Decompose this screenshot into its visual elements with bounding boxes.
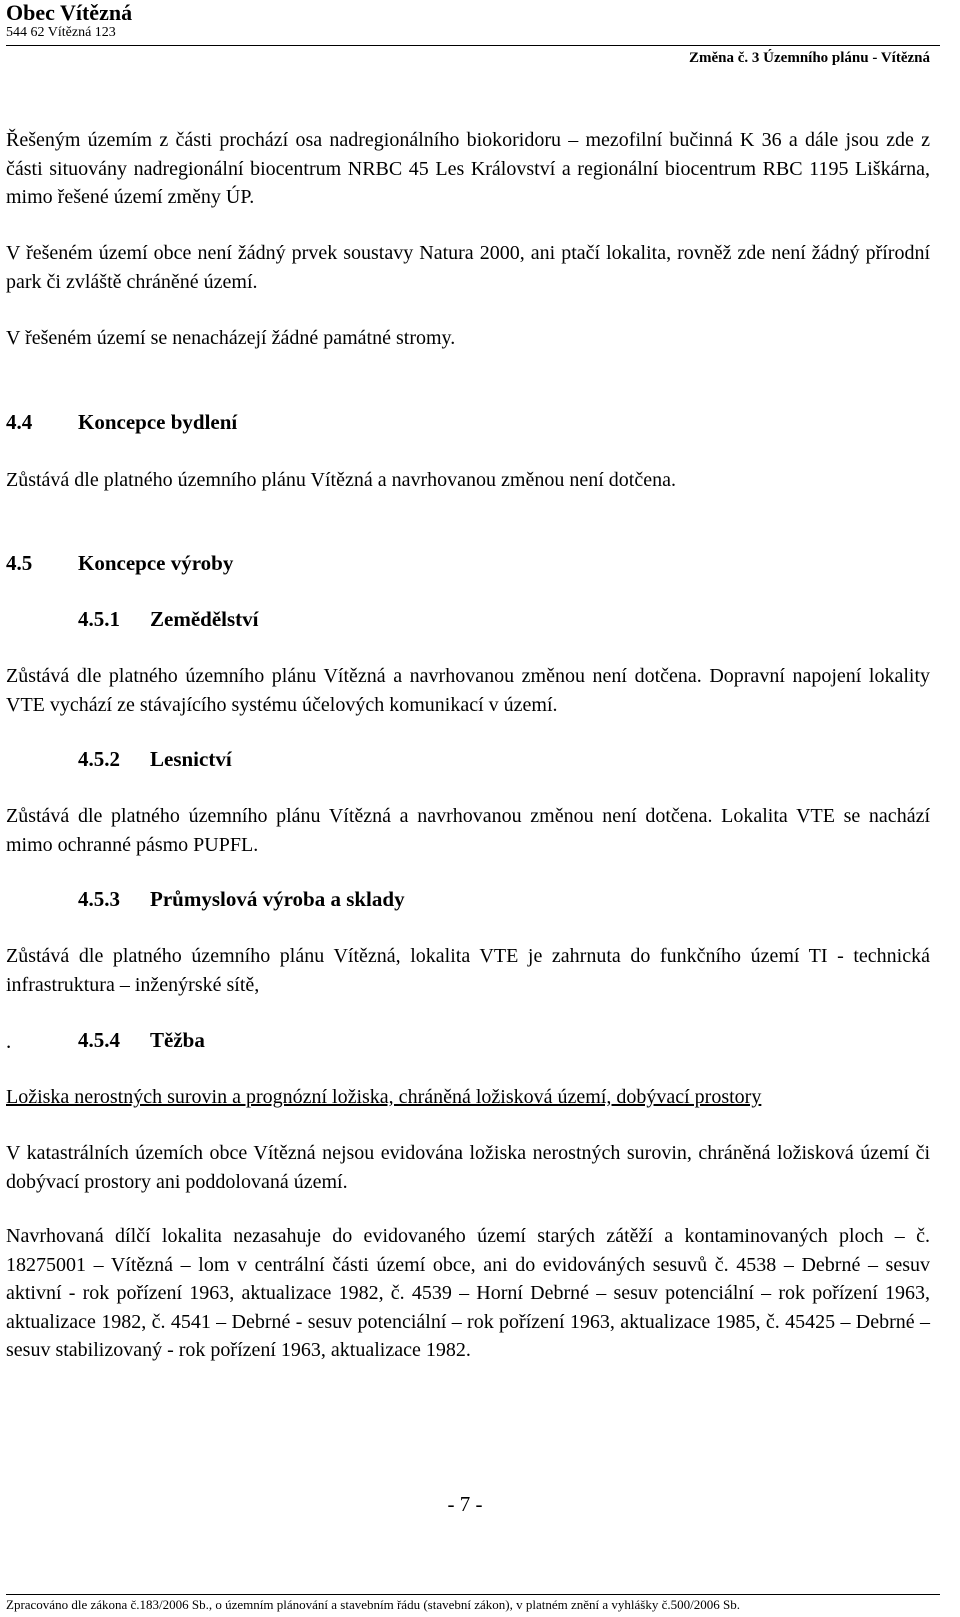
document-title: Změna č. 3 Územního plánu - Vítězná xyxy=(689,50,930,66)
heading-number: 4.5 xyxy=(6,551,33,575)
page-footer: Zpracováno dle zákona č.183/2006 Sb., o územním plánování a stavebním řádu (stavební zákon), v platném znění a vyhlášky č.500/2006 Sb. xyxy=(6,1597,740,1612)
heading-title: Koncepce bydlení xyxy=(78,410,238,434)
page-number: - 7 - xyxy=(447,1492,483,1516)
paragraph-4-4: Zůstává dle platného územního plánu Vítězná a navrhovanou změnou není dotčena. xyxy=(6,469,676,491)
municipality-name: Obec Vítězná xyxy=(6,0,133,25)
heading-title: Těžba xyxy=(150,1028,205,1052)
paragraph-biokoridor: Řešeným územím z části prochází osa nadregionálního biokoridoru – mezofilní bučinná K 36 a dále jsou zde z části situovány nadregionální biocentrum NRBC 45 Les Království a regionální biocentrum RBC 1195 Liškárna, mimo řešené území změny ÚP. xyxy=(6,129,930,208)
heading-title: Koncepce výroby xyxy=(78,551,234,575)
heading-number: 4.5.4 xyxy=(78,1028,120,1052)
stray-dot: . xyxy=(6,1029,12,1053)
heading-4-5-3 xyxy=(78,886,405,912)
heading-title: Průmyslová výroba a sklady xyxy=(150,887,405,911)
paragraph-stromy: V řešeném území se nenacházejí žádné památné stromy. xyxy=(6,327,456,349)
heading-4-5-1 xyxy=(78,606,258,632)
heading-number: 4.5.1 xyxy=(78,607,120,631)
header-divider xyxy=(6,45,940,46)
footer-divider xyxy=(6,1594,940,1595)
heading-number: 4.5.3 xyxy=(78,887,120,911)
municipality-address: 544 62 Vítězná 123 xyxy=(6,25,116,40)
paragraph-natura: V řešeném území obce není žádný prvek soustavy Natura 2000, ani ptačí lokalita, rovněž zde není žádný přírodní park či zvláště chráněné území. xyxy=(6,242,930,293)
heading-4-5 xyxy=(6,550,233,576)
underlined-subheading: Ložiska nerostných surovin a prognózní ložiska, chráněná ložisková území, dobývací prostory xyxy=(6,1086,762,1108)
heading-number: 4.5.2 xyxy=(78,747,120,771)
heading-title: Zemědělství xyxy=(150,607,259,631)
heading-number: 4.4 xyxy=(6,410,33,434)
paragraph-4-5-4-zateze: Navrhovaná dílčí lokalita nezasahuje do evidovaného území starých zátěží a kontaminovaných ploch – č. 18275001 – Vítězná – lom v centrální části území obce, ani do evidováných sesuvů č. 4538 – Debrné – sesuv aktivní - rok pořízení 1963, aktualizace 1982, č. 4539 – Horní Debrné – sesuv potenciální – rok pořízení 1963, aktualizace 1982, č. 4541 – Debrné - sesuv potenciální – rok pořízení 1963, aktualizace 1985, č. 45425 – Debrné – sesuv stabilizovaný - rok pořízení 1963, aktualizace 1982. xyxy=(6,1225,930,1361)
paragraph-4-5-4-lozisko: V katastrálních územích obce Vítězná nejsou evidována ložiska nerostných surovin, chráněná ložisková území či dobývací prostory ani poddolovaná území. xyxy=(6,1142,930,1193)
heading-4-5-2 xyxy=(78,746,232,772)
paragraph-4-5-2: Zůstává dle platného územního plánu Vítězná a navrhovanou změnou není dotčena. Lokalita VTE se nachází mimo ochranné pásmo PUPFL. xyxy=(6,805,930,856)
heading-4-4 xyxy=(6,409,237,435)
paragraph-4-5-3: Zůstává dle platného územního plánu Vítězná, lokalita VTE je zahrnuta do funkčního území TI - technická infrastruktura – inženýrské sítě, xyxy=(6,945,930,996)
heading-4-5-4 xyxy=(78,1027,205,1053)
paragraph-4-5-1: Zůstává dle platného územního plánu Vítězná a navrhovanou změnou není dotčena. Dopravní napojení lokality VTE vychází ze stávajícího systému účelových komunikací v území. xyxy=(6,665,930,716)
heading-title: Lesnictví xyxy=(150,747,232,771)
